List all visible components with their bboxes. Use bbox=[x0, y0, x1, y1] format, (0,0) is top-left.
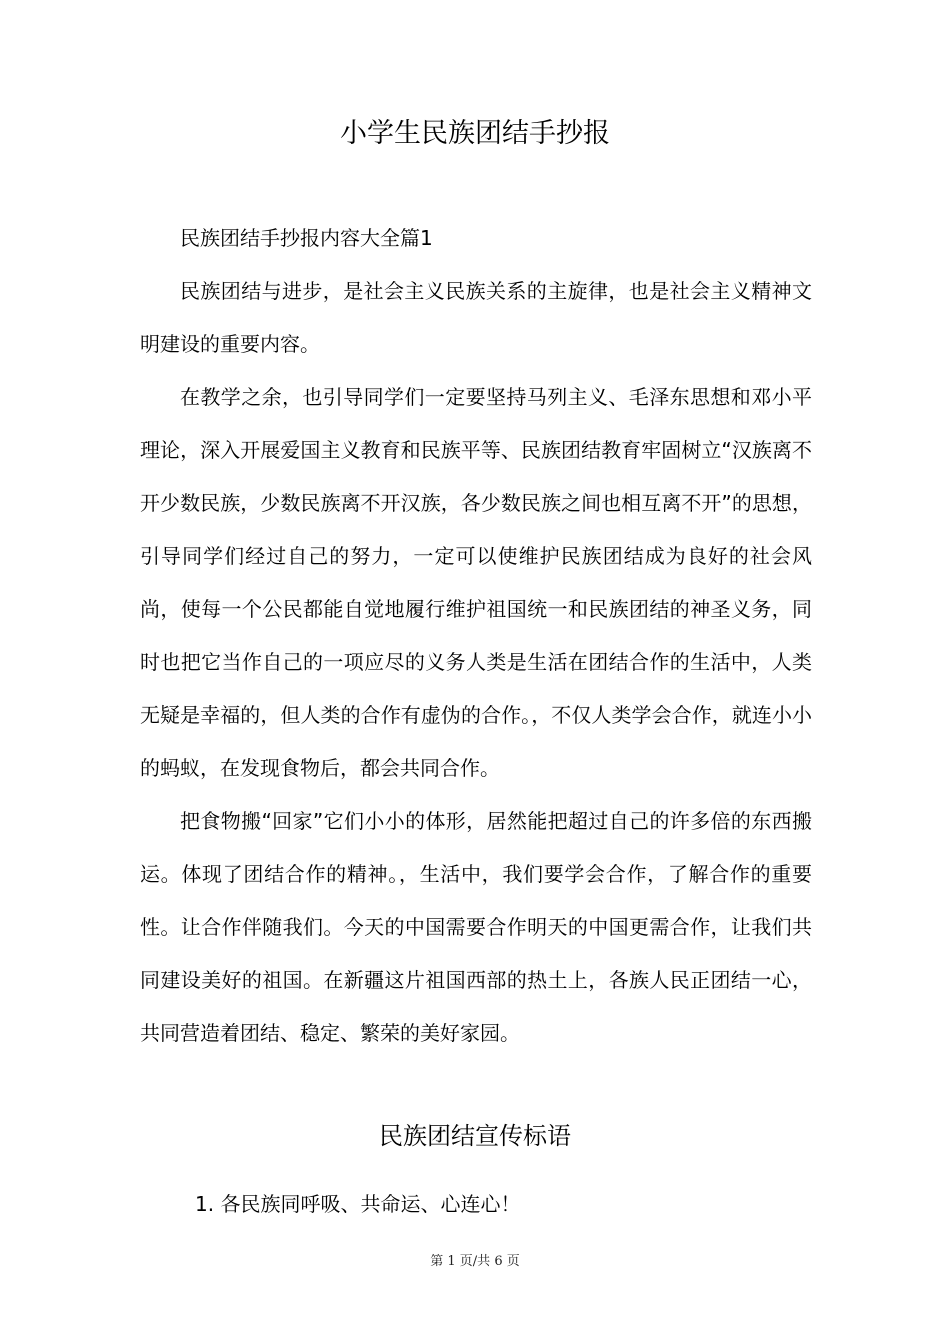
paragraph-1: 民族团结与进步，是社会主义民族关系的主旋律，也是社会主义精神文明建设的重要内容。 bbox=[140, 279, 812, 356]
document-body bbox=[140, 212, 812, 1060]
page-footer: 第 1 页/共 6 页 bbox=[430, 1254, 520, 1269]
paragraph-2: 在教学之余，也引导同学们一定要坚持马列主义、毛泽东思想和邓小平理论，深入开展爱国主义教育和民族平等、民族团结教育牢固树立“汉族离不开少数民族，少数民族离不开汉族，各少数民族之间也相互离不开”的思想，引导同学们经过自己的努力，一定可以使维护民族团结成为良好的社会风尚，使每一个公民都能自觉地履行维护祖国统一和民族团结的神圣义务，同时也把它当作自己的一项应尽的义务人类是生活在团结合作的生活中，人类无疑是幸福的，但人类的合作有虚伪的合作。，不仅人类学会合作，就连小小的蚂蚁，在发现食物后，都会共同合作。 bbox=[140, 385, 812, 780]
paragraph-subtitle: 民族团结手抄报内容大全篇1 bbox=[180, 226, 433, 250]
section-heading: 民族团结宣传标语 bbox=[379, 1122, 571, 1150]
slogan-item-1: 1. 各民族同呼吸、共命运、心连心！ bbox=[195, 1192, 521, 1216]
paragraph-3: 把食物搬“回家”它们小小的体形，居然能把超过自己的许多倍的东西搬运。体现了团结合作的精神。，生活中，我们要学会合作，了解合作的重要性。让合作伴随我们。今天的中国需要合作明天的中国更需合作，让我们共同建设美好的祖国。在新疆这片祖国西部的热土上，各族人民正团结一心，共同营造着团结、稳定、繁荣的美好家园。 bbox=[140, 809, 812, 1045]
document-title: 小学生民族团结手抄报 bbox=[340, 118, 610, 149]
